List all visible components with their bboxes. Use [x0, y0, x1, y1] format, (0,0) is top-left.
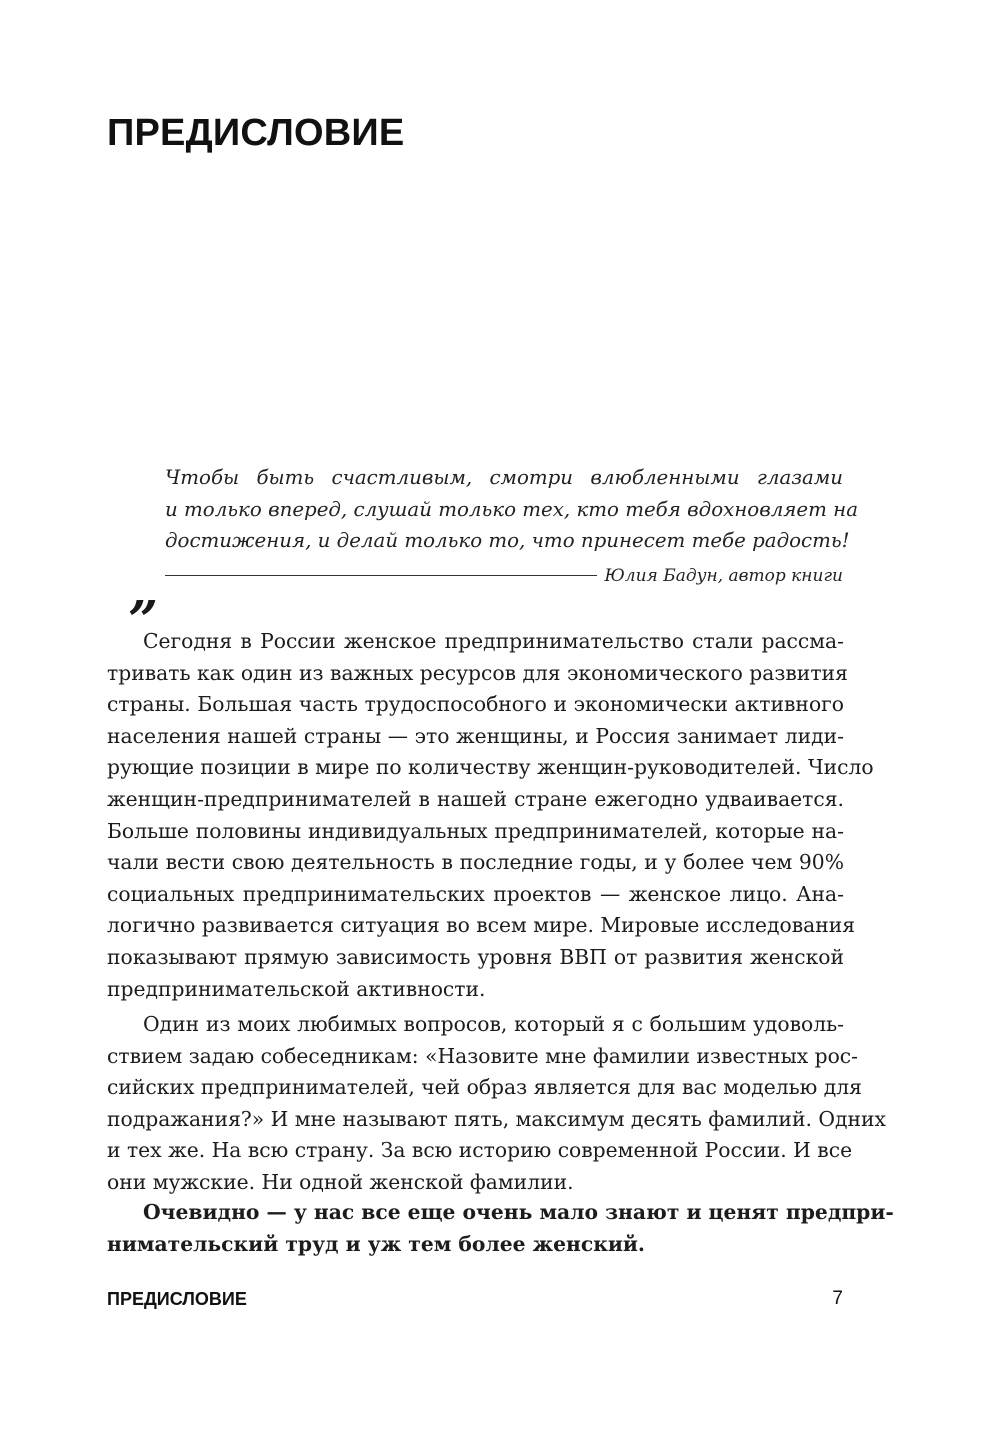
- paragraph-line: они мужские. Ни одной женской фамилии.: [107, 1169, 574, 1194]
- page-number: 7: [832, 1288, 843, 1309]
- attribution-text: Юлия Бадун, автор книги: [604, 566, 843, 586]
- paragraph-line: сийских предпринимателей, чей образ является для вас моделью для: [107, 1075, 862, 1100]
- paragraph-line: нимательский труд и уж тем более женский.: [107, 1231, 645, 1256]
- epigraph: [165, 462, 858, 557]
- paragraph-line: подражания?» И мне называют пять, максимум десять фамилий. Одних: [107, 1106, 886, 1131]
- paragraph-line: Больше половины индивидуальных предпринимателей, которые на-: [107, 818, 844, 843]
- paragraph-3: [107, 1197, 894, 1260]
- paragraph-line: предпринимательской активности.: [107, 976, 486, 1001]
- paragraph-line: показывают прямую зависимость уровня ВВП от развития женской: [107, 944, 844, 969]
- paragraph-line: рующие позиции в мире по количеству женщин-руководителей. Число: [107, 755, 874, 780]
- paragraph-line: Один из моих любимых вопросов, который я с большим удоволь-: [143, 1012, 844, 1036]
- paragraph-line: чали вести свою деятельность в последние годы, и у более чем 90%: [107, 850, 844, 875]
- quote-mark-icon: „: [129, 560, 159, 621]
- paragraph-line: страны. Большая часть трудоспособного и экономически активного: [107, 692, 844, 717]
- paragraph-2: [107, 1009, 886, 1199]
- paragraph-1: [107, 626, 874, 1005]
- paragraph-line: Очевидно — у нас все еще очень мало знают и ценят предпри-: [143, 1200, 894, 1224]
- paragraph-line: населения нашей страны — это женщины, и Россия занимает лиди-: [107, 723, 844, 748]
- attribution-rule: [165, 575, 597, 576]
- paragraph-line: Сегодня в России женское предпринимательство стали рассма-: [143, 629, 844, 653]
- epigraph-line: достижения, и делай только то, что принесет тебе радость!: [165, 529, 850, 552]
- chapter-title: ПРЕДИСЛОВИЕ: [107, 112, 405, 154]
- paragraph-line: и тех же. На всю страну. За всю историю современной России. И все: [107, 1138, 853, 1163]
- epigraph-attribution: [165, 566, 843, 586]
- running-footer-title: ПРЕДИСЛОВИЕ: [107, 1289, 247, 1309]
- paragraph-line: социальных предпринимательских проектов — женское лицо. Ана-: [107, 881, 844, 906]
- epigraph-line: Чтобы быть счастливым, смотри влюбленными глазами: [165, 466, 843, 489]
- paragraph-line: логично развивается ситуация во всем мире. Мировые исследования: [107, 913, 856, 938]
- epigraph-line: и только вперед, слушай только тех, кто тебя вдохновляет на: [165, 497, 858, 521]
- paragraph-line: тривать как один из важных ресурсов для экономического развития: [107, 660, 848, 685]
- paragraph-line: ствием задаю собеседникам: «Назовите мне фамилии известных рос-: [107, 1043, 859, 1068]
- paragraph-line: женщин-предпринимателей в нашей стране ежегодно удваивается.: [107, 786, 844, 811]
